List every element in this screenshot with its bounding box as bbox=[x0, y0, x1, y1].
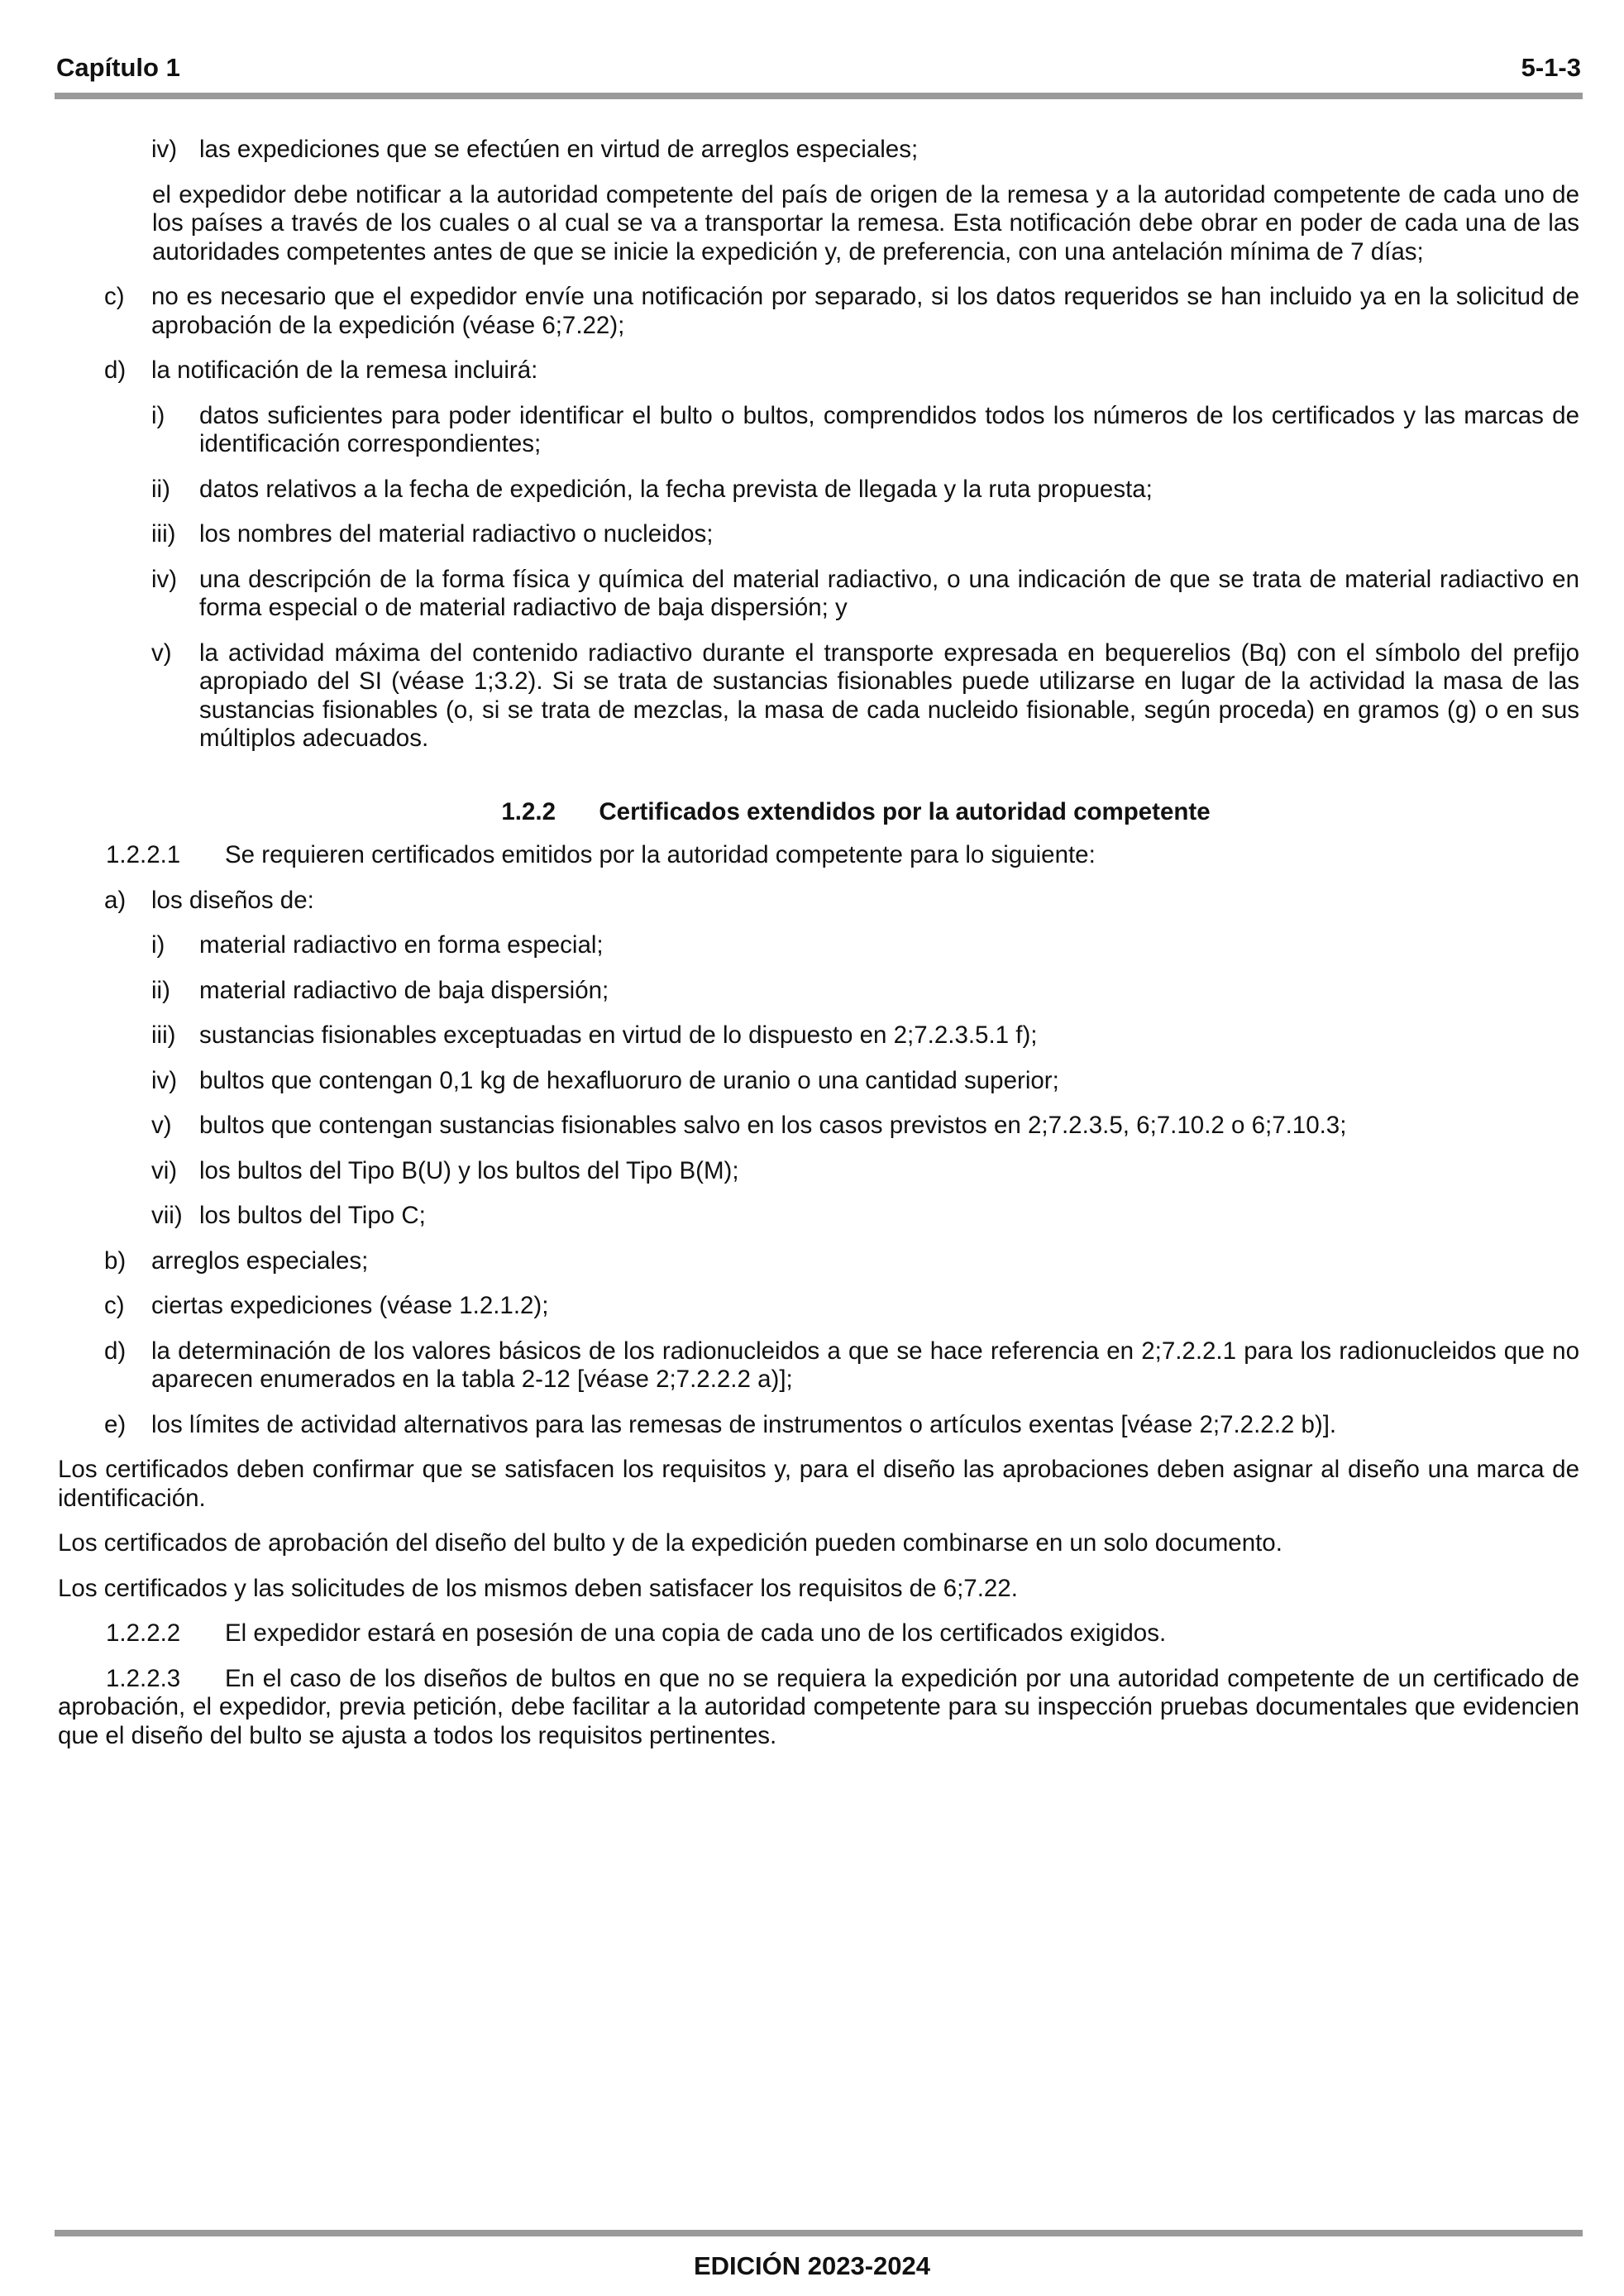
section-title: Certificados extendidos por la autoridad competente bbox=[599, 797, 1211, 825]
body-paragraph: Los certificados de aprobación del diseño del bulto y de la expedición pueden combinarse en un solo documento. bbox=[58, 1529, 1282, 1557]
list-item bbox=[58, 283, 1579, 340]
item-text: la actividad máxima del contenido radiactivo durante el transporte expresada en bequerelios (Bq) con el símbolo del prefijo apropiado del SI (véase 1;3.2). Si se trata de sustancias fisionables puede utilizarse en lugar de la actividad la masa de las sustancias fisionables (o, si se trata de mezclas, la masa de cada nucleido fisionable, según proceda) en gramos (g) o en sus múltiplos adecuados. bbox=[199, 639, 1579, 752]
item-label: c) bbox=[104, 283, 125, 310]
chapter-title: Capítulo 1 bbox=[56, 53, 180, 82]
item-label: ii) bbox=[151, 976, 170, 1004]
sub-list-item bbox=[58, 402, 1579, 459]
item-text: los nombres del material radiactivo o nucleidos; bbox=[199, 520, 714, 548]
paragraph-text: En el caso de los diseños de bultos en que no se requiera la expedición por una autoridad competente de un certificado de aprobación, el expedidor, previa petición, debe facilitar a la autoridad competente para su inspección pruebas documentales que evidencien que el diseño del bulto se ajusta a todos los requisitos pertinentes. bbox=[58, 1664, 1579, 1749]
item-label: d) bbox=[104, 356, 127, 384]
item-label: i) bbox=[151, 931, 165, 959]
item-label: ii) bbox=[151, 475, 170, 503]
item-label: iv) bbox=[151, 1066, 178, 1094]
item-text: datos relativos a la fecha de expedición, la fecha prevista de llegada y la ruta propuesta; bbox=[199, 475, 1153, 503]
paragraph-text: El expedidor estará en posesión de una copia de cada uno de los certificados exigidos. bbox=[225, 1619, 1167, 1647]
item-label: i) bbox=[151, 401, 165, 429]
item-label: e) bbox=[104, 1410, 127, 1438]
list-item bbox=[58, 136, 1579, 165]
edition-footer: EDICIÓN 2023-2024 bbox=[693, 2251, 931, 2280]
item-text: las expediciones que se efectúen en virtud de arreglos especiales; bbox=[199, 136, 919, 163]
header-rule bbox=[55, 93, 1583, 99]
paragraph-number: 1.2.2.2 bbox=[106, 1619, 181, 1647]
sub-list-item bbox=[58, 1067, 1579, 1096]
page-number: 5-1-3 bbox=[1521, 53, 1581, 82]
item-label: a) bbox=[104, 886, 127, 914]
item-text: datos suficientes para poder identificar el bulto o bultos, comprendidos todos los números de los certificados y las marcas de identificación correspondientes; bbox=[199, 401, 1579, 457]
list-item bbox=[58, 887, 1579, 916]
item-text: la notificación de la remesa incluirá: bbox=[151, 356, 538, 384]
paragraph-number: 1.2.2.1 bbox=[106, 841, 181, 868]
sub-list-item bbox=[58, 1021, 1579, 1050]
item-text: los bultos del Tipo C; bbox=[199, 1202, 426, 1229]
sub-list-item bbox=[58, 1112, 1579, 1141]
item-label: iii) bbox=[151, 520, 176, 548]
list-item bbox=[58, 1411, 1579, 1440]
continuation-paragraph: el expedidor debe notificar a la autoridad competente del país de origen de la remesa y a la autoridad competente de cada uno de los países a través de los cuales o al cual se va a transportar la remesa. Esta notificación debe obrar en poder de cada una de las autoridades competentes antes de que se inicie la expedición y, de preferencia, con una antelación mínima de 7 días; bbox=[152, 180, 1579, 265]
item-text: una descripción de la forma física y química del material radiactivo, o una indicación de que se trata de material radiactivo en forma especial o de material radiactivo de baja dispersión; y bbox=[199, 565, 1579, 621]
footer-rule bbox=[55, 2230, 1583, 2236]
item-label: iii) bbox=[151, 1021, 176, 1049]
item-label: vi) bbox=[151, 1156, 178, 1184]
section-heading bbox=[58, 798, 1579, 827]
section-number: 1.2.2 bbox=[501, 797, 556, 825]
paragraph-text: Se requieren certificados emitidos por la autoridad competente para lo siguiente: bbox=[225, 841, 1096, 868]
item-text: los bultos del Tipo B(U) y los bultos del Tipo B(M); bbox=[199, 1156, 739, 1184]
item-label: v) bbox=[151, 639, 172, 667]
numbered-paragraph bbox=[58, 1665, 1579, 1751]
item-text: sustancias fisionables exceptuadas en virtud de lo dispuesto en 2;7.2.3.5.1 f); bbox=[199, 1021, 1038, 1049]
item-text: material radiactivo de baja dispersión; bbox=[199, 976, 609, 1004]
paragraph-number: 1.2.2.3 bbox=[106, 1664, 181, 1692]
sub-list-item bbox=[58, 977, 1579, 1006]
item-text: la determinación de los valores básicos de los radionucleidos a que se hace referencia en 2;7.2.2.1 para los radionucleidos que no aparecen enumerados en la tabla 2-12 [véase 2;7.2.2.2 a)]; bbox=[151, 1337, 1579, 1393]
item-label: d) bbox=[104, 1337, 127, 1365]
sub-list-item bbox=[58, 639, 1579, 753]
list-item bbox=[58, 1337, 1579, 1394]
list-item bbox=[58, 1292, 1579, 1321]
item-text: los diseños de: bbox=[151, 886, 314, 914]
sub-list-item bbox=[58, 566, 1579, 623]
sub-list-item bbox=[58, 476, 1579, 505]
item-text: material radiactivo en forma especial; bbox=[199, 931, 604, 959]
sub-list-item bbox=[58, 1202, 1579, 1231]
item-label: v) bbox=[151, 1112, 172, 1139]
item-label: iv) bbox=[151, 136, 178, 163]
list-item bbox=[58, 356, 1579, 385]
body-paragraph: Los certificados y las solicitudes de los mismos deben satisfacer los requisitos de 6;7.22. bbox=[58, 1574, 1018, 1602]
item-label: vii) bbox=[151, 1202, 183, 1229]
item-text: los límites de actividad alternativos para las remesas de instrumentos o artículos exentas [véase 2;7.2.2.2 b)]. bbox=[151, 1410, 1337, 1438]
sub-list-item bbox=[58, 931, 1579, 960]
item-text: arreglos especiales; bbox=[151, 1246, 369, 1275]
item-label: iv) bbox=[151, 565, 178, 593]
item-text: no es necesario que el expedidor envíe una notificación por separado, si los datos requeridos se han incluido ya en la solicitud de aprobación de la expedición (véase 6;7.22); bbox=[151, 283, 1579, 339]
sub-list-item bbox=[58, 520, 1579, 549]
list-item bbox=[58, 1247, 1579, 1276]
body-paragraph: Los certificados deben confirmar que se satisfacen los requisitos y, para el diseño las aprobaciones deben asignar al diseño una marca de identificación. bbox=[58, 1456, 1579, 1512]
item-label: c) bbox=[104, 1292, 125, 1319]
item-text: bultos que contengan 0,1 kg de hexafluoruro de uranio o una cantidad superior; bbox=[199, 1066, 1059, 1094]
page-header bbox=[56, 53, 1581, 83]
item-label: b) bbox=[104, 1246, 127, 1275]
sub-list-item bbox=[58, 1157, 1579, 1186]
document-body bbox=[58, 136, 1579, 1750]
numbered-paragraph bbox=[58, 1619, 1579, 1648]
numbered-paragraph bbox=[58, 841, 1579, 870]
item-text: ciertas expediciones (véase 1.2.1.2); bbox=[151, 1292, 549, 1319]
item-text: bultos que contengan sustancias fisionables salvo en los casos previstos en 2;7.2.3.5, 6;7.10.2 o 6;7.10.3; bbox=[199, 1112, 1347, 1139]
